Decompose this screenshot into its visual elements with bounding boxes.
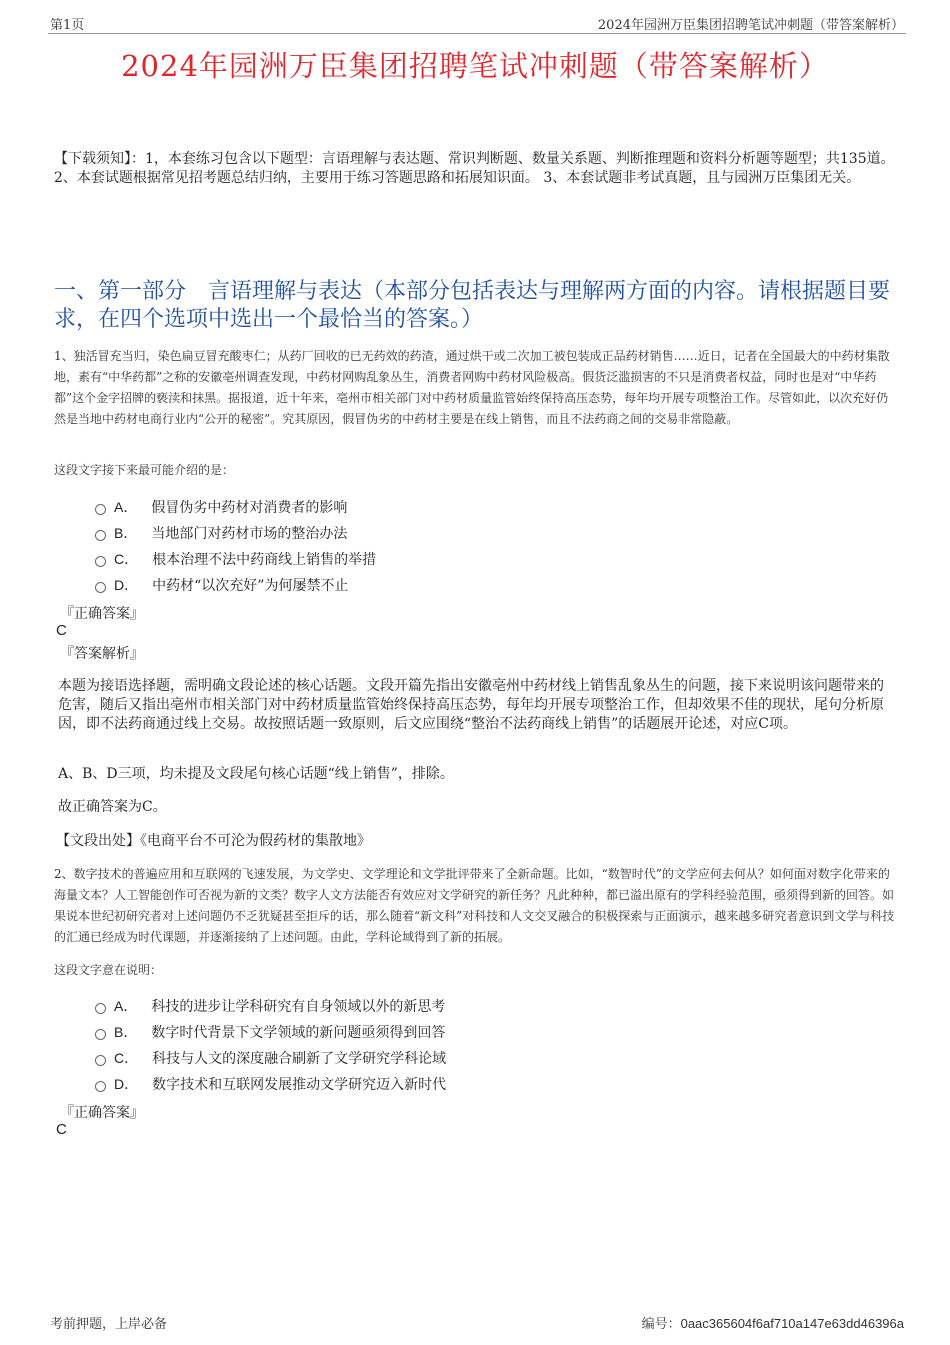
option-letter: D． [114,1076,139,1092]
radio-icon[interactable] [95,530,106,541]
download-notice: 【下载须知】：1，本套练习包含以下题型：言语理解与表达题、常识判断题、数量关系题、判断推理题和资料分析题等题型；共135道。 2、本套试题根据常见招考题总结归纳，主要用于练习答题思路和拓展知识面。 3、本套试题非考试真题，且与园洲万臣集团无关。 [54,151,895,186]
option-text: 科技的进步让学科研究有自身领域以外的新思考 [151,999,446,1015]
question-2-stem: 这段文字意在说明： [54,963,163,977]
radio-icon[interactable] [95,582,106,593]
q1-option-d[interactable] [95,575,348,595]
question-2-text: 2、数字技术的普遍应用和互联网的飞速发展，为文学史、文学理论和文学批评带来了全新命题。比如，“数智时代”的文学应何去何从？如何面对数字化带来的海量文本？人工智能创作可否视为新的文类？数字人文方法能否有效应对文学研究的新任务？凡此种种，都已溢出原有的学科经验范围，亟须得到新的回答。如果说本世纪初研究者对上述问题仍不乏犹疑甚至拒斥的话，那么随着“新文科”对科技和人文交叉融合的积极探索与正面演示，越来越多研究者意识到文学与科技的汇通已经成为时代课题，并逐渐接纳了上述问题。由此，学科论域得到了新的拓展。 [54,867,895,944]
option-text: 数字时代背景下文学领域的新问题亟须得到回答 [151,1025,446,1041]
option-letter: C． [114,551,139,567]
footer-slogan: 考前押题，上岸必备 [50,1317,168,1332]
q2-option-d[interactable] [95,1074,446,1094]
footer-id [642,1313,904,1332]
q1-analysis-label: 『答案解析』 [60,646,144,662]
q1-option-a[interactable] [95,497,347,517]
q1-analysis-p3: 故正确答案为C。 [58,799,167,815]
q2-answer-label: 『正确答案』 [60,1105,144,1121]
footer-id-label: 编号： [641,1317,681,1332]
radio-icon[interactable] [95,1081,106,1092]
radio-icon[interactable] [95,1003,106,1014]
option-letter: A． [114,998,138,1014]
option-letter: D． [114,577,139,593]
header-doc-title: 2024年园洲万臣集团招聘笔试冲刺题（带答案解析） [597,18,904,33]
q1-answer: C [56,622,67,639]
option-text: 科技与人文的深度融合刷新了文学研究学科论域 [152,1051,447,1067]
option-text: 数字技术和互联网发展推动文学研究迈入新时代 [152,1077,447,1093]
header-divider [48,33,906,34]
option-letter: C． [114,1050,139,1066]
page-title: 2024年园洲万臣集团招聘笔试冲刺题（带答案解析） [121,49,829,83]
page-number: 第1页 [50,18,85,33]
q1-option-b[interactable] [95,523,347,543]
q1-answer-label: 『正确答案』 [60,606,144,622]
radio-icon[interactable] [95,556,106,567]
question-1-text: 1、独活冒充当归，染色扁豆冒充酸枣仁；从药厂回收的已无药效的药渣，通过烘干或二次加工被包装成正品药材销售……近日，记者在全国最大的中药材集散地，素有“中华药都”之称的安徽亳州调查发现，中药材网购乱象丛生，消费者网购中药材风险极高。假货泛滥损害的不只是消费者权益，同时也是对“中华药都”这个金字招牌的亵渎和抹黑。据报道，近十年来，亳州市相关部门对中药材质量监管始终保持高压态势，每年均开展专项整治工作。尽管如此，以次充好仍然是当地中药材电商行业内“公开的秘密”。究其原因，假冒伪劣的中药材主要是在线上销售，而且不法药商之间的交易非常隐蔽。 [54,349,890,426]
option-text: 假冒伪劣中药材对消费者的影响 [151,500,348,516]
option-text: 中药材“以次充好”为何屡禁不止 [152,578,349,594]
option-letter: B． [114,1024,138,1040]
option-letter: B． [114,525,138,541]
q2-option-b[interactable] [95,1022,445,1042]
radio-icon[interactable] [95,504,106,515]
section-heading: 一、第一部分 言语理解与表达（本部分包括表达与理解两方面的内容。请根据题目要求，在四个选项中选出一个最恰当的答案。） [54,279,891,332]
radio-icon[interactable] [95,1055,106,1066]
q2-option-a[interactable] [95,996,445,1016]
option-letter: A． [114,499,138,515]
q1-option-c[interactable] [95,549,376,569]
q1-analysis-p1: 本题为接语选择题，需明确文段论述的核心话题。文段开篇先指出安徽亳州中药材线上销售乱象丛生的问题，接下来说明该问题带来的危害，随后又指出亳州市相关部门对中药材质量监管始终保持高压态势，每年均开展专项整治工作，但却效果不佳的现状，尾句分析原因，即不法药商通过线上交易。故按照话题一致原则，后文应围绕“整治不法药商线上销售”的话题展开论述，对应C项。 [58,678,884,732]
footer-id-value: 0aac365604f6af710a147e63dd46396a [680,1316,904,1331]
q2-option-c[interactable] [95,1048,446,1068]
radio-icon[interactable] [95,1029,106,1040]
question-1-stem: 这段文字接下来最可能介绍的是： [54,463,235,477]
option-text: 当地部门对药材市场的整治办法 [151,526,348,542]
option-text: 根本治理不法中药商线上销售的举措 [152,552,377,568]
q1-source: 【文段出处】《电商平台不可沦为假药材的集散地》 [56,833,371,849]
q1-analysis-p2: A、B、D三项，均未提及文段尾句核心话题“线上销售”，排除。 [58,766,454,782]
q2-answer: C [56,1121,67,1138]
